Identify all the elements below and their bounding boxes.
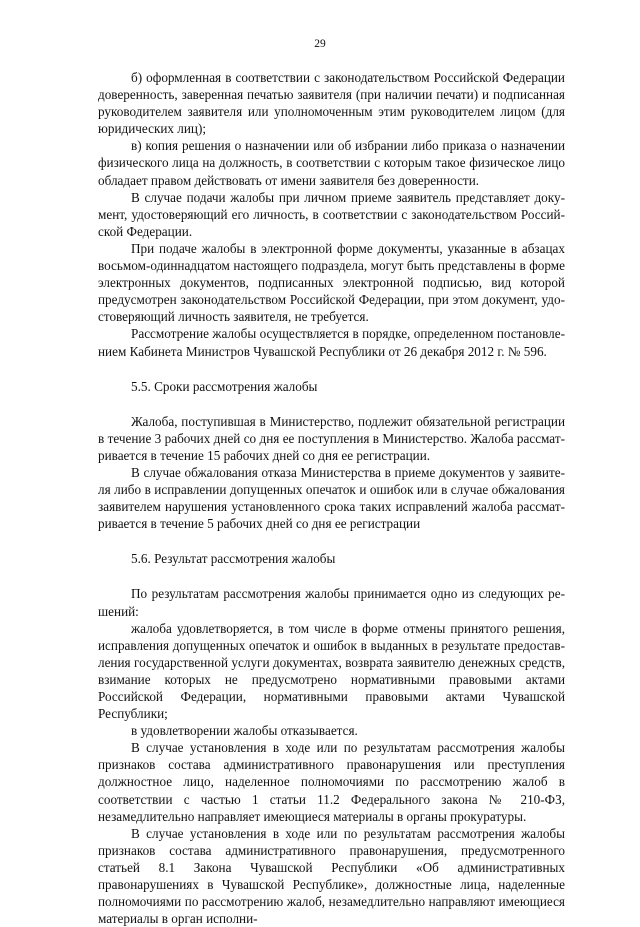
document-body [98, 69, 565, 927]
page-number: 29 [314, 38, 326, 50]
section-heading-5-5: 5.5. Сроки рассмотрения жалобы [131, 378, 318, 394]
paragraph-complaint-rejected: в удовлетворении жалобы отказывается. [131, 723, 358, 739]
paragraph-administrative-offense: В случае установления в ходе или по результатам рассмотрения жалобы признаков состава административного правонарушения, предусмотренного статьей 8.1 Закона Чувашской Республики «Об административных правонарушениях в Чувашской Республике», должностные лица, наделенные полномочиями по рассмотрению жалоб, незамедлительно направляют имеющиеся материалы в орган исполни- [98, 825, 565, 927]
paragraph-personal-reception: В случае подачи жалобы при личном приеме заявитель представляет документ, удостоверяющий его личность, в соответствии с законодательством Российской Федерации. [98, 189, 565, 239]
paragraph-review-procedure: Рассмотрение жалобы осуществляется в порядке, определенном постановлением Кабинета Министров Чувашской Республики от 26 декабря 2012 г. № 596. [98, 326, 565, 359]
paragraph-appointment-decision: в) копия решения о назначении или об избрании либо приказа о назначении физического лица на должность, в соответствии с которым такое физическое лицо обладает правом действовать от имени заявителя без доверенности. [98, 138, 565, 188]
section-heading-5-6: 5.6. Результат рассмотрения жалобы [131, 551, 336, 567]
paragraph-power-of-attorney: б) оформленная в соответствии с законодательством Российской Федерации доверенность, заверенная печатью заявителя (при наличии печати) и подписанная руководителем заявителя или уполномоченным этим руководителем лицом (для юридических лиц); [98, 70, 565, 137]
paragraph-decision-options: По результатам рассмотрения жалобы принимается одно из следующих решений: [98, 586, 565, 619]
paragraph-complaint-satisfied: жалоба удовлетворяется, в том числе в форме отмены принятого решения, исправления допущенных опечаток и ошибок в выданных в результате предоставления государственной услуги документах, возврата заявителю денежных средств, взимание которых не предусмотрено нормативными правовыми актами Российской Федерации, нормативными правовыми актами Чувашской Республики; [98, 620, 565, 722]
paragraph-refusal-appeal: В случае обжалования отказа Министерства в приеме документов у заявителя либо в исправлении допущенных опечаток и ошибок или в случае обжалования заявителем нарушения установленного срока таких исправлений жалоба рассматривается в течение 5 рабочих дней со дня ее регистрации [98, 464, 565, 532]
paragraph-electronic-form: При подаче жалобы в электронной форме документы, указанные в абзацах восьмом-одиннадцатом настоящего подраздела, могут быть представлены в форме электронных документов, подписанных электронной подписью, вид которой предусмотрен законодательством Российской Федерации, при этом документ, удостоверяющий личность заявителя, не требуется. [98, 240, 565, 325]
paragraph-prosecutor-referral: В случае установления в ходе или по результатам рассмотрения жалобы признаков состава административного правонарушения или преступления должностное лицо, наделенное полномочиями по рассмотрению жалоб в соответствии с частью 1 статьи 11.2 Федерального закона № 210-ФЗ, незамедлительно направляет имеющиеся материалы в органы прокуратуры. [98, 740, 565, 824]
paragraph-registration-deadline: Жалоба, поступившая в Министерство, подлежит обязательной регистрации в течение 3 рабочих дней со дня ее поступления в Министерство. Жалоба рассматривается в течение 15 рабочих дней со дня ее регистрации. [98, 413, 565, 463]
